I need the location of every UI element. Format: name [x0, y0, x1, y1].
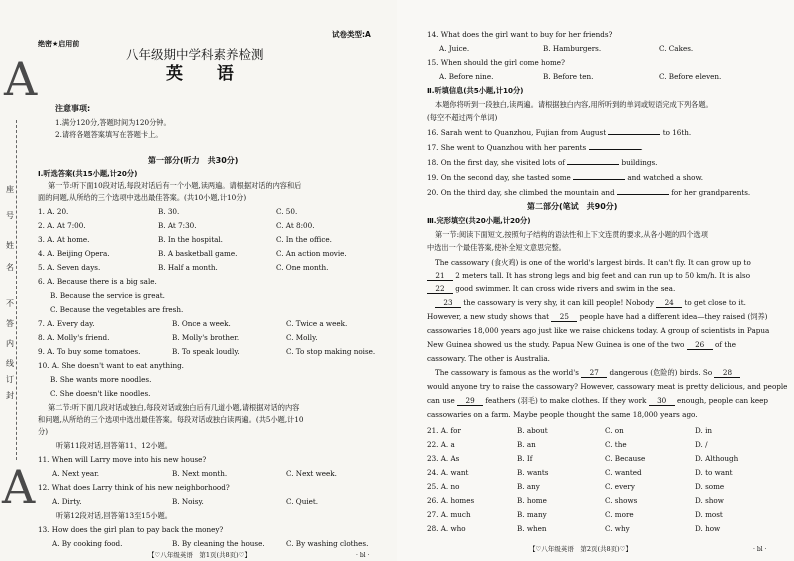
question: 11. When will Larry move into his new house? — [38, 455, 207, 464]
option: 25. A. no — [427, 482, 460, 491]
option: D. some — [695, 482, 725, 491]
option: 23. A. As — [427, 454, 460, 463]
page-footer: 【♡八年级英语 第2页(共8页)♡】 — [529, 545, 632, 553]
section-instruction: 本题你将听到一段独白,读两遍。请根据独白内容,用所听到的单词或短语完成下列各题。 — [435, 100, 713, 109]
option: B. home — [517, 496, 547, 505]
option: D. how — [695, 524, 721, 533]
fill-in-question: 18. On the first day, she visited lots of buildings. — [427, 158, 658, 167]
binding-char: 座 — [6, 185, 14, 194]
option: C. By washing clothes. — [286, 539, 369, 548]
question: 14. What does the girl want to buy for her friends? — [427, 30, 613, 39]
option: A. Before nine. — [439, 72, 494, 81]
option: 3. A. At home. — [38, 235, 90, 244]
cloze-blank[interactable]: 22 — [427, 284, 453, 294]
option: C. Twice a week. — [286, 319, 348, 328]
section-instruction: 中选出一个最佳答案,使补全短文意思完整。 — [427, 243, 566, 252]
option: 2. A. At 7:00. — [38, 221, 86, 230]
passage-line: would anyone try to raise the cassowary? However, cassowary meat is pretty delicious, and people — [427, 382, 788, 391]
option: B. Molly's brother. — [172, 333, 240, 342]
notice-title: 注意事项: — [55, 104, 91, 113]
passage-line: However, a new study shows that 25 people have had a different idea—they raised (饲养) — [427, 312, 768, 321]
option: 1. A. 20. — [38, 207, 69, 216]
option: D. Although — [695, 454, 739, 463]
option: B. many — [517, 510, 547, 519]
option: C. every — [605, 482, 635, 491]
option: D. most — [695, 510, 723, 519]
option: D. in — [695, 426, 713, 435]
option: B. In the hospital. — [158, 235, 223, 244]
option: C. Before eleven. — [659, 72, 722, 81]
fill-in-question: 17. She went to Quanzhou with her parents . — [427, 143, 643, 152]
option: C. the — [605, 440, 627, 449]
listening-instruction: 听第12段对话,回答第13至15小题。 — [56, 511, 172, 520]
option: 22. A. a — [427, 440, 455, 449]
option: B. Once a week. — [172, 319, 231, 328]
notice-item: 1.满分120分,答题时间为120分钟。 — [55, 118, 171, 127]
option: C. on — [605, 426, 624, 435]
cloze-blank[interactable]: 24 — [656, 298, 682, 308]
section-instruction: 第一节:听下面10段对话,每段对话后有一个小题,读两遍。请根据对话的内容和后 — [48, 181, 302, 190]
option: C. wanted — [605, 468, 642, 477]
option: C. She doesn't like noodles. — [50, 389, 151, 398]
section-instruction: 第一节:阅读下面短文,按照句子结构的语法性和上下文连贯的要求,从各小题的四个选项 — [435, 230, 708, 239]
question: 15. When should the girl come home? — [427, 58, 565, 67]
page-footer: 【♡八年级英语 第1页(共8页)♡】 — [148, 551, 251, 559]
option: B. Because the service is great. — [50, 291, 165, 300]
part-title: 第一部分(听力 共30分) — [148, 156, 239, 165]
answer-blank[interactable] — [617, 194, 669, 195]
section-instruction: 第二节:听下面几段对话或独白,每段对话或独白后有几道小题,请根据对话的内容 — [48, 403, 300, 412]
option: B. Hamburgers. — [543, 44, 602, 53]
option: 10. A. She doesn't want to eat anything. — [38, 361, 184, 370]
option: 9. A. To buy some tomatoes. — [38, 347, 141, 356]
option: B. At 7:30. — [158, 221, 197, 230]
option: B. Next month. — [172, 469, 228, 478]
option: B. Noisy. — [172, 497, 204, 506]
option: C. Quiet. — [286, 497, 319, 506]
option: B. wants — [517, 468, 549, 477]
answer-blank[interactable] — [567, 164, 619, 165]
passage-line: cassowaries on a farm. Maybe people thought the same 18,000 years ago. — [427, 410, 698, 419]
option: C. more — [605, 510, 634, 519]
cloze-blank[interactable]: 21 — [427, 271, 453, 281]
cloze-blank[interactable]: 28 — [714, 368, 740, 378]
binding-char: 不 — [6, 299, 14, 308]
section-instruction: 和问题,从所给的三个选项中选出最佳答案。每段对话或独白读两遍。(共5小题,计10 — [38, 415, 304, 424]
option: 27. A. much — [427, 510, 471, 519]
page-mark: · bl · — [753, 546, 767, 553]
binding-char: 线 — [6, 359, 14, 368]
passage-line: New Guinea showed us the study. Papua New Guinea is one of the two 26 of the — [427, 340, 736, 349]
paper-type-watermark-a-bottom: A — [2, 460, 36, 514]
binding-char: 号 — [6, 211, 14, 220]
option: C. shows — [605, 496, 638, 505]
binding-char: 封 — [6, 391, 14, 400]
option: D. / — [695, 440, 708, 449]
paper-type-watermark-a-top: A — [4, 52, 38, 106]
option: D. show — [695, 496, 724, 505]
notice-item: 2.请将各题答案填写在答题卡上。 — [55, 130, 163, 139]
option: B. By cleaning the house. — [172, 539, 265, 548]
passage-line: The cassowary is famous as the world's 27 dangerous (危险的) birds. So 28 — [435, 368, 740, 378]
option: B. She wants more noodles. — [50, 375, 152, 384]
option: 6. A. Because there is a big sale. — [38, 277, 157, 286]
cloze-blank[interactable]: 27 — [581, 368, 607, 378]
option: B. when — [517, 524, 547, 533]
paper-type-label: 试卷类型:A — [332, 30, 371, 39]
option: B. an — [517, 440, 536, 449]
section-title: Ⅰ.听选答案(共15小题,计20分) — [38, 169, 138, 178]
option: C. An action movie. — [276, 249, 347, 258]
option: A. By cooking food. — [52, 539, 123, 548]
option: C. To stop making noise. — [286, 347, 376, 356]
binding-char: 名 — [6, 263, 14, 272]
fill-in-question: 19. On the second day, she tasted some and watched a show. — [427, 173, 704, 182]
option: B. any — [517, 482, 540, 491]
option: B. Before ten. — [543, 72, 594, 81]
binding-char: 订 — [6, 375, 14, 384]
part-title: 第二部分(笔试 共90分) — [527, 202, 618, 211]
option: B. A basketball game. — [158, 249, 238, 258]
option: 8. A. Molly's friend. — [38, 333, 110, 342]
option: 26. A. homes — [427, 496, 475, 505]
binding-char: 内 — [6, 339, 14, 348]
right-page — [397, 0, 794, 561]
listening-instruction: 听第11段对话,回答第11、12小题。 — [56, 441, 172, 450]
option: C. Next week. — [286, 469, 337, 478]
option: 28. A. who — [427, 524, 466, 533]
subject-title: 英 语 — [166, 64, 248, 84]
option: A. Juice. — [439, 44, 470, 53]
option: C. why — [605, 524, 630, 533]
binding-dashed-line — [16, 120, 17, 460]
option: B. 30. — [158, 207, 180, 216]
confidential-label: 绝密★启用前 — [38, 40, 80, 48]
fill-in-question: 16. Sarah went to Quanzhou, Fujian from August to 16th. — [427, 128, 692, 137]
option: D. to want — [695, 468, 733, 477]
option: B. If — [517, 454, 533, 463]
passage-line: 21 2 meters tall. It has strong legs and big feet and can run up to 50 km/h. It is also — [427, 271, 750, 281]
option: B. To speak loudly. — [172, 347, 240, 356]
binding-char: 姓 — [6, 241, 14, 250]
option: 5. A. Seven days. — [38, 263, 101, 272]
passage-line: 23 the cassowary is very shy, it can kill people! Nobody 24 to get close to it. — [435, 298, 746, 308]
answer-blank[interactable] — [608, 134, 660, 135]
passage-line: cassowary. The other is Australia. — [427, 354, 550, 363]
option: 4. A. Beijing Opera. — [38, 249, 110, 258]
page-mark: · bl · — [356, 552, 370, 559]
section-instruction: 分) — [38, 427, 48, 436]
option: 21. A. for — [427, 426, 461, 435]
answer-blank[interactable] — [573, 179, 625, 180]
section-instruction: 面的问题,从所给的三个选项中选出最佳答案。(共10小题,计10分) — [38, 193, 247, 202]
cloze-blank[interactable]: 30 — [649, 396, 675, 406]
passage-line: cassowaries 18,000 years ago just like we raise chickens today. A group of scientists in Papua — [427, 326, 770, 335]
cloze-blank[interactable]: 25 — [551, 312, 577, 322]
option: 24. A. want — [427, 468, 469, 477]
option: B. Half a month. — [158, 263, 218, 272]
cloze-blank[interactable]: 26 — [687, 340, 713, 350]
option: 7. A. Every day. — [38, 319, 95, 328]
option: C. One month. — [276, 263, 329, 272]
section-title: Ⅲ.完形填空(共20小题,计20分) — [427, 216, 531, 225]
cloze-blank[interactable]: 23 — [435, 298, 461, 308]
option: C. Cakes. — [659, 44, 694, 53]
passage-line: 22 good swimmer. It can cross wide rivers and swim in the sea. — [427, 284, 675, 294]
fill-in-question: 20. On the third day, she climbed the mountain and for her grandparents. — [427, 188, 751, 197]
option: A. Dirty. — [52, 497, 82, 506]
question: 13. How does the girl plan to pay back the money? — [38, 525, 224, 534]
section-title: Ⅱ.听填信息(共5小题,计10分) — [427, 86, 524, 95]
option: A. Next year. — [52, 469, 100, 478]
answer-blank[interactable] — [589, 149, 641, 150]
option: C. At 8:00. — [276, 221, 315, 230]
option: B. about — [517, 426, 548, 435]
binding-char: 答 — [6, 319, 14, 328]
option: C. In the office. — [276, 235, 332, 244]
option: C. Because the vegetables are fresh. — [50, 305, 184, 314]
passage-line: can use 29 feathers (羽毛) to make clothes. If they work 30 enough, people can keep — [427, 396, 768, 405]
exam-title: 八年级期中学科素养检测 — [126, 47, 264, 62]
option: C. Because — [605, 454, 646, 463]
passage-line: The cassowary (食火鸡) is one of the world's largest birds. It can't fly. It can grow up to — [435, 258, 751, 267]
option: C. Molly. — [286, 333, 318, 342]
question: 12. What does Larry think of his new neighborhood? — [38, 483, 230, 492]
section-instruction: (每空不超过两个单词) — [427, 113, 498, 122]
option: C. 50. — [276, 207, 298, 216]
cloze-blank[interactable]: 29 — [457, 396, 483, 406]
